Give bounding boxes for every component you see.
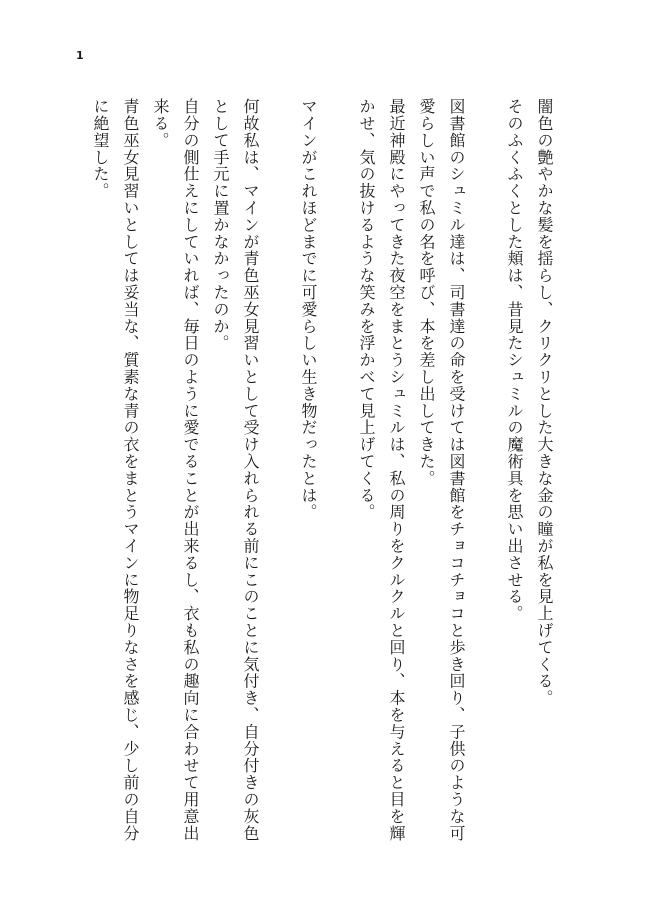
blank-line <box>471 98 499 858</box>
paragraph-1: 闇色の艶やかな髪を揺らし、クリクリとした大きな金の瞳が私を見上げてくる。 <box>535 98 554 707</box>
paragraph-8: 青色巫女見習いとしては妥当な、質素な青の衣をまとうマインに物足りなさを感じ、少し前の自分に絶望した。 <box>91 98 140 842</box>
paragraph-7: 自分の側仕えにしていれば、毎日のように愛でることが出来るし、衣も私の趣向に合わせて用意出来る。 <box>151 98 200 842</box>
paragraph-6: 何故私は、マインが青色巫女見習いとして受け入れられる前にこのことに気付き、自分付きの灰色として手元に置かなかったのか。 <box>211 98 260 842</box>
vertical-text-body <box>89 98 559 858</box>
paragraph-5: マインがこれほどまでに可愛らしい生き物だったとは。 <box>299 98 318 521</box>
page-number: 1 <box>76 49 84 62</box>
paragraph-2: そのふくふくとした頬は、昔見たシュミルの魔術具を思い出させる。 <box>505 98 524 622</box>
blank-line <box>323 98 351 858</box>
paragraph-4: 最近神殿にやってきた夜空をまとうシュミルは、私の周りをクルクルと回り、本を与えると目を輝かせ、気の抜けるような笑みを浮かべて見上げてくる。 <box>357 98 406 842</box>
paragraph-3: 図書館のシュミル達は、司書達の命を受けては図書館をチョコチョコと歩き回り、子供のような可愛らしい声で私の名を呼び、本を差し出してきた。 <box>417 98 466 842</box>
blank-line <box>265 98 293 858</box>
